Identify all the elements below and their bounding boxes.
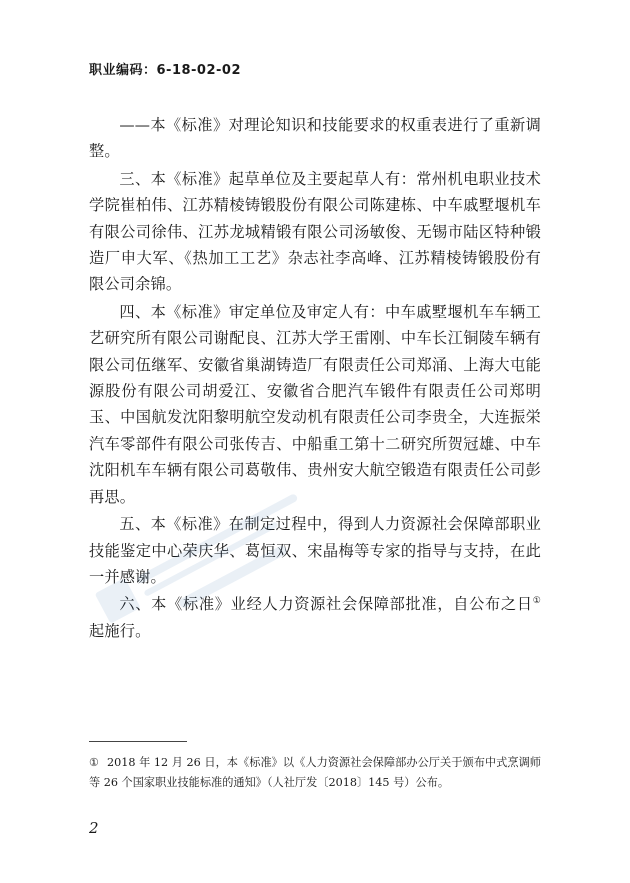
footnote-text: 2018 年 12 月 26 日，本《标准》以《人力资源社会保障部办公厅关于颁布中式烹调师等 26 个国家职业技能标准的通知》（人社厅发〔2018〕145 号）公布。	[89, 756, 541, 789]
paragraph-reviewers: 四、本《标准》审定单位及审定人有：中车戚墅堰机车车辆工艺研究所有限公司谢配良、江苏大学王雷刚、中车长江铜陵车辆有限公司伍继军、安徽省巢湖铸造厂有限责任公司郑涌、上海大屯能源股份有限公司胡爱江、安徽省合肥汽车锻件有限责任公司郑明玉、中国航发沈阳黎明航空发动机有限责任公司李贵全，大连振栄汽车零部件有限公司张传吉、中船重工第十二研究所贺冠雄、中车沈阳机车车辆有限公司葛敬伟、贵州安大航空锻造有限责任公司彭再思。	[89, 302, 541, 506]
effective-text-after: 起施行。	[89, 621, 151, 640]
occupation-code: 职业编码：6-18-02-02	[89, 63, 242, 78]
paragraph-weight-note: ——本《标准》对理论知识和技能要求的权重表进行了重新调整。	[89, 116, 541, 161]
watermark-stroke	[136, 493, 299, 585]
publisher-watermark	[70, 480, 350, 630]
footnote-reference[interactable]: ①	[532, 596, 541, 607]
paragraph-acknowledgement: 五、本《标准》在制定过程中，得到人力资源社会保障部职业技能鉴定中心荣庆华、葛恒双、宋晶梅等专家的指导与支持，在此一并感谢。	[89, 515, 541, 586]
paragraph-drafters: 三、本《标准》起草单位及主要起草人有：常州机电职业技术学院崔柏伟、江苏精棱铸锻股份有限公司陈建栋、中车戚墅堰机车有限公司徐伟、江苏龙城精锻有限公司汤敏俊、无锡市陆区特种锻造厂申大军、《热加工工艺》杂志社李高峰、江苏精棱铸锻股份有限公司余锦。	[89, 169, 541, 294]
footnote-divider	[89, 741, 187, 742]
page-number: 2	[89, 819, 99, 837]
footnote-marker: ①	[89, 756, 100, 769]
footnote	[89, 753, 541, 793]
effective-text-before: 六、本《标准》业经人力资源社会保障部批准，自公布之日	[119, 595, 533, 614]
watermark-emblem	[95, 578, 141, 624]
